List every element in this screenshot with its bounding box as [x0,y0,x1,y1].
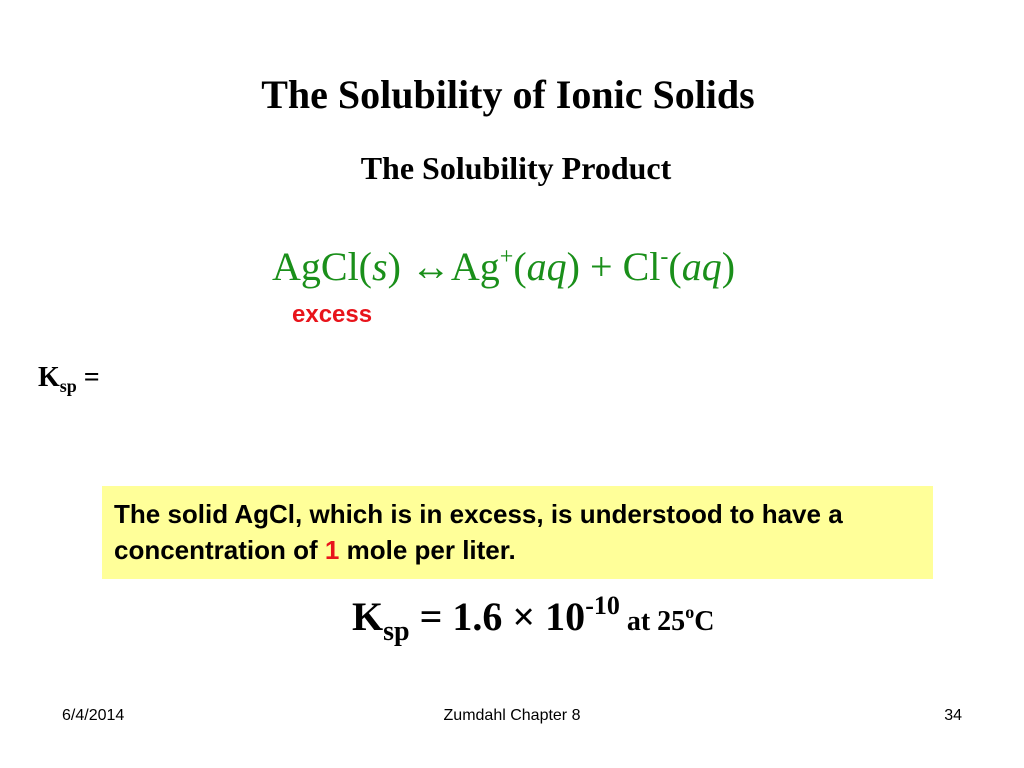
ksp-value [352,591,715,647]
note-highlight: 1 [324,535,340,565]
reactant: AgCl( [272,244,372,289]
temperature-unit: C [694,606,715,637]
footer-chapter: Zumdahl Chapter 8 [443,707,581,724]
ksp-subscript: sp [59,376,77,396]
ksp-value-subscript: sp [383,616,410,647]
plus-sign: + [580,244,623,289]
ksp-symbol: K [38,362,60,393]
footer-date: 6/4/2014 [62,707,125,724]
note-text-after: mole per liter. [339,535,516,565]
anion: Cl [622,244,661,289]
temperature-text: at 25 [619,606,686,637]
ksp-value-number: = 1.6 × 10 [409,594,586,639]
slide-subtitle: The Solubility Product [360,150,672,186]
cation-charge: + [499,244,514,270]
anion-close: ) [721,244,736,289]
ksp-equals: = [76,362,100,393]
ksp-expression [38,362,100,394]
footer-page-number: 34 [944,707,962,724]
cation-close: ) [566,244,580,289]
anion-state: aq [681,244,722,289]
slide-title: The Solubility of Ionic Solids [261,72,755,117]
equilibrium-arrow: ↔ [410,244,451,289]
ksp-value-exponent: -10 [585,591,620,620]
cation-open: ( [513,244,527,289]
excess-solid-note [102,486,933,579]
cation: Ag [450,244,500,289]
degree-sign: o [685,602,695,622]
reactant-state: s [372,244,388,289]
anion-charge: - [660,244,669,270]
note-text-before: The solid AgCl, which is in excess, is understood to have a concentration of [114,499,843,565]
reactant-close: ) [387,244,401,289]
excess-label: excess [292,301,373,328]
anion-open: ( [668,244,682,289]
cation-state: aq [526,244,567,289]
ksp-value-symbol: K [352,594,384,639]
temperature [619,602,715,637]
dissolution-equation [272,244,735,290]
